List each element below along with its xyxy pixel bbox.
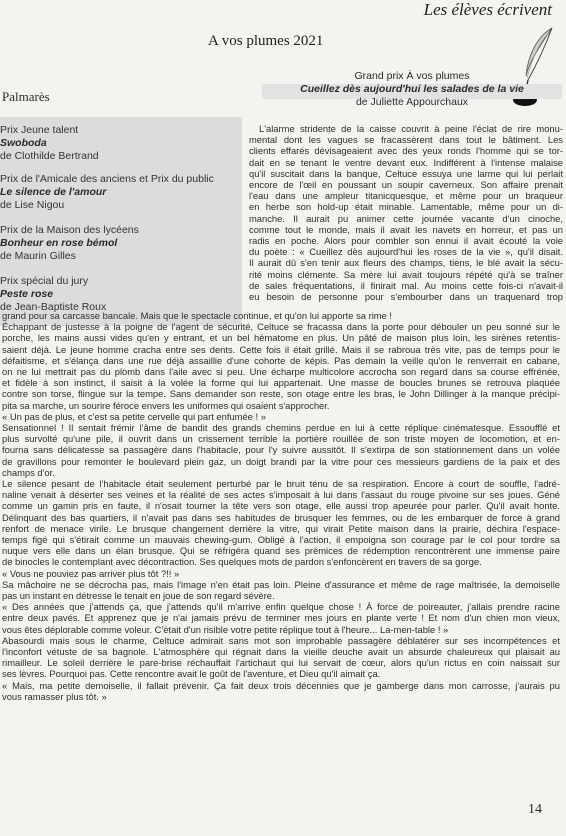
story-line: saient déjà. Le jeune homme cracha entre ses dents. Cette fois il était grillé. Mais il se rabroua très vite, pas de temps pour le (2, 343, 560, 355)
story-line: Le silence pesant de l'habitacle était seulement perturbé par le bruit ténu de sa respiration. Encore à court de souffle, l'adré- (2, 478, 560, 489)
award-entry (0, 275, 106, 314)
award-author: de Lise Nigou (0, 199, 65, 211)
award-prize: Prix de l'Amicale des anciens et Prix du public (0, 173, 214, 185)
story-line: eu besoin de personne pour s'embourber dans un traquenard trop (249, 291, 563, 302)
story-line: « Mais, ma petite demoiselle, il fallait prévenir. Ça fait deux trois décennies que je gamberge dans mon carrosse, j'aurais pu (2, 679, 560, 691)
grand-prix-work: Cueillez dès aujourd'hui les salades de la vie (300, 83, 524, 95)
story-line: Échappant de justesse à la poigne de l'agent de sécurité, Celtuce se fracassa dans la porte pour débouler un peu sonné sur le (2, 321, 560, 333)
story-line: qu'il suscitait dans la banque, Celtuce essuya une larme qui lui perlait (249, 167, 563, 179)
story-line: mental dont les vagues se fracassèrent dans tout le bâtiment. Les (249, 134, 563, 146)
story-line: Délinquant des bas quartiers, il n'avait pas dans ses habitudes de brusquer les femmes, ou de les embarquer de force à grand (2, 511, 560, 523)
award-prize: Prix spécial du jury (0, 275, 89, 287)
story-line: champs d'or. (2, 466, 55, 478)
story-line: pita sa marche, un sourire féroce envers les uniformes qui osaient s'approcher. (2, 399, 330, 411)
story-line: de gravillons pour remonter le boulevard plein gaz, un doigt brandi par la vitre pour ces messieurs gardiens de la paix et des (2, 455, 560, 467)
story-line: « Vous ne pouviez pas arriver plus tôt ?!! » (2, 567, 180, 579)
grand-prix-title (262, 70, 562, 109)
story-line: grand pour sa carcasse bancale. Mais que le spectacle continue, et qu'on lui apporte sa rime ! (2, 310, 393, 321)
story-line: Sa mâchoire ne se décrocha pas, mais l'image n'en était pas loin. Pleine d'assurance et même de rage maîtrisée, la demoiselle (2, 578, 560, 590)
story-line: rimailleur. Le soleil derrière le pare-brise réchauffait l'artichaut qui lui servait de cœur, alors qu'un rictus en coin naissait sur (2, 657, 560, 669)
story-line: vous ramasser plus tôt. » (2, 690, 107, 702)
award-entry (0, 224, 139, 263)
story-line: encore de l'œil en poussant un soupir caverneux. Son affaire prenait (249, 179, 563, 190)
story-line: vous êtes déplorable comme voleur. C'était d'un risible votre petite réplique tout à l'heure... La-men-table ! » (2, 623, 449, 635)
story-line: nuque vers elle dans un élan brusque. Qui se réfrigéra quand ses prémices de rédemption rencontrèrent une immense paire (2, 545, 560, 557)
story-line: de binocles le contemplant avec décontraction. Ses quelques mots de pardon s'enfoncèrent en travers de sa gorge. (2, 556, 482, 568)
story-line: entre deux pavés. Et apprenez que je n'ai jamais prévu de terminer mes jours en plante verte ! Et nom d'un chien mon vieux, (2, 612, 560, 624)
story-line: pas un instant en détresse le tenait en joue de son regard sévère. (2, 590, 275, 601)
story-line: L'alarme stridente de la caisse couvrit à peine l'éclat de rire monu- (259, 123, 563, 134)
award-work: Swoboda (0, 137, 47, 149)
page-title: A vos plumes 2021 (208, 33, 324, 49)
story-line: Il aurait dû s'en tenir aux fleurs des champs, tiens, le blé avait la sécu- (249, 257, 563, 269)
award-author: de Clothilde Bertrand (0, 150, 99, 162)
award-work: Le silence de l'amour (0, 186, 107, 198)
story-line: naline venait à déserter ses veines et la réalité de ses actes s'imposait à lui dans l'assaut du rouge pivoine sur ses joues. Géné (2, 489, 560, 501)
award-work: Bonheur en rose bémol (0, 237, 118, 249)
award-prize: Prix Jeune talent (0, 124, 79, 136)
awards-panel (0, 117, 242, 326)
story-line: ses lèvres. Pourquoi pas. Cette rencontre avait le goût de l'aventure, et Dieu qu'il aimait ça. (2, 668, 381, 680)
story-line: on ne lui mettrait pas du plomb dans l'aile avec si peu. Une écharpe multicolore accrocha son regard dans sa course effrénée, (2, 366, 560, 377)
story-line: renfort de menace virile. Le brusque changement derrière la vitre, qui virait Petite maison dans la prairie, déchira l'espace- (2, 522, 560, 534)
grand-prix-author: de Juliette Appourchaux (355, 96, 469, 108)
page-number: 14 (528, 802, 542, 817)
story-line: fourna sans délicatesse sa passagère dans l'habitacle, pour l'y suivre aussitôt. Il s'extirpa de son stationnement dans un volée (2, 444, 560, 456)
story-line: contre son torse, flingue sur la tempe. Sans demander son reste, son otage entre les bras, le John Dillinger à la manque précipi- (2, 388, 560, 400)
section-heading: Les élèves écrivent (423, 0, 552, 19)
award-work: Peste rose (0, 288, 54, 300)
story-line: Sensationnel ! Il sentait frémir l'âme de bandit des grands chemins perdue en lui à cette réplique cinématesque. Essoufflé et (2, 422, 560, 433)
story-line: du poète : « Cueillez dès aujourd'hui les roses de la vie », qu'il disait. (249, 246, 563, 258)
story-line: manche. Il aurait pu animer cette journée vacante d'un cinoche, (249, 212, 563, 224)
story-line: clients effarés dévisageaient avec des yeux ronds l'homme qui se tor- (249, 145, 563, 157)
story-line: rité moins clémente. Sa mère lui avait toujours répété qu'à se traîner (249, 268, 563, 280)
award-prize: Prix de la Maison des lycéens (0, 224, 139, 236)
award-entry (0, 124, 99, 163)
award-author: de Maurin Gilles (0, 250, 76, 262)
story-line: porche, les mains aussi vides qu'en y entrant, et un bel hématome en plus. Un pâté de maison plus loin, les sirènes retentis- (2, 332, 560, 344)
story-line: défaitisme, et s'élança dans une rue déjà assaillie d'une cohorte de képis. Pas demain la veille qu'on le renverrait en cabane, (2, 354, 560, 366)
story-line: Abasourdi mais sous le charme, Celtuce admirait sans mot son improbable passagère déblatérer sur ses incompétences et (2, 634, 560, 646)
story-line: et fidèle à son instinct, il saisit à la volée la forme qui lui appartenait. Une masse de boucles brunes se retrouva plaquée (2, 377, 560, 389)
award-entry (0, 173, 214, 212)
story-line: temps figé qui s'étirait comme un mauvais chewing-gum. Obligé à l'action, il empoigna son courage par le col pour tordre sa (2, 534, 560, 545)
story-line: dait en se tenant le ventre devant eux. Indifférent à l'intense malaise (249, 156, 563, 168)
story-line: plus survolté qu'une pile, il ouvrit dans un crissement terrible la portière rouillée de son triste moyen de locomotion, et en- (2, 433, 560, 445)
story-line: radis en poche. Alors pour combler son ennui il avait écouté la voie (249, 235, 563, 246)
palmares-heading: Palmarès (2, 89, 50, 104)
story-line: « Un pas de plus, et c'est sa petite cervelle qui part enfumée ! » (2, 410, 266, 422)
story-line: l'inconfort vétuste de sa bagnole. L'atmosphère qui régnait dans la vieille deuche avait un absurde chaleureux qui plaisait au (2, 646, 560, 657)
award-author: de Jean-Baptiste Roux (0, 301, 107, 313)
story-line: l'eau dans une ampleur titanicquesque, et même pour un braqueur (249, 190, 563, 202)
story-line: comme un gamin pris en faute, il n'osait tourner la tête vers son otage, elle aussi trop apeurée pour parler. Qu'il avait honte. (2, 500, 560, 512)
story-line: en herbe son hold-up était minable. Lamentable, même pour un di- (249, 201, 563, 213)
story-line: de sales fréquentations, il finirait mal. Au moins cette fois-ci n'avait-il (249, 279, 563, 291)
story-line: « Des années que j'attends ça, que j'attends qu'il m'arrive enfin quelque chose ! À force de poireauter, j'allais prendre racine (2, 601, 560, 613)
grand-prix-label: Grand prix À vos plumes (354, 70, 470, 82)
story-line: comme tout le monde, mais il avait les navets en horreur, et pas un (249, 223, 563, 235)
